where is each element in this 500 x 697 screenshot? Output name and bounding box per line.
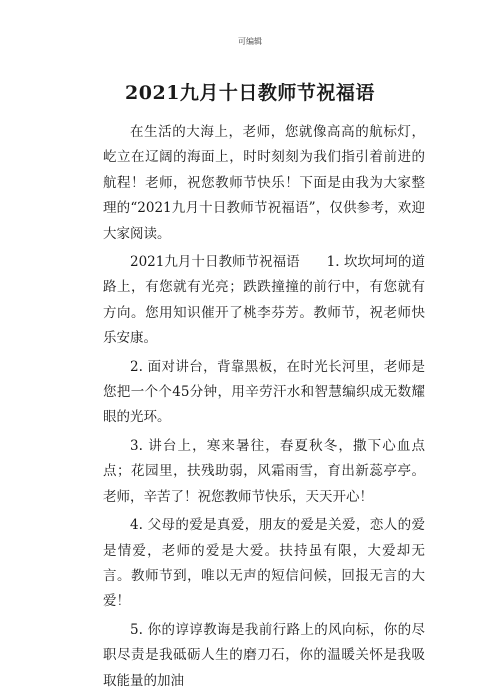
document-body xyxy=(103,120,425,697)
document-title: 2021九月十日教师节祝福语 xyxy=(125,82,375,104)
paragraph-3: 3. 讲台上，寒来暑往，春夏秋冬，撒下心血点点；花园里，扶残助弱，风霜雨雪，育出新蕊亭亭。老师，辛苦了！祝您教师节快乐，天天开心！ xyxy=(103,437,425,505)
paragraph-2: 2. 面对讲台，背靠黑板，在时光长河里，老师是您把一个个45分钟，用辛劳汗水和智慧编织成无数耀眼的光环。 xyxy=(103,358,425,426)
header-note: 可编辑 xyxy=(238,37,262,46)
paragraph-5: 5. 你的谆谆教诲是我前行路上的风向标，你的尽职尽责是我砥砺人生的磨刀石，你的温暖关怀是我吸取能量的加油 xyxy=(103,621,425,689)
paragraph-1: 2021九月十日教师节祝福语 1. 坎坎坷坷的道路上，有您就有光亮；跌跌撞撞的前行中，有您就有方向。您用知识催开了桃李芬芳。教师节，祝老师快乐安康。 xyxy=(103,254,425,347)
paragraph-intro: 在生活的大海上，老师，您就像高高的航标灯，屹立在辽阔的海面上，时时刻刻为我们指引着前进的航程！老师，祝您教师节快乐！下面是由我为大家整理的“2021九月十日教师节祝福语”，仅供参考，欢迎大家阅读。 xyxy=(103,124,425,242)
paragraph-4: 4. 父母的爱是真爱，朋友的爱是关爱，恋人的爱是情爱，老师的爱是大爱。扶持虽有限，大爱却无言。教师节到，唯以无声的短信问候，回报无言的大爱！ xyxy=(103,517,425,610)
